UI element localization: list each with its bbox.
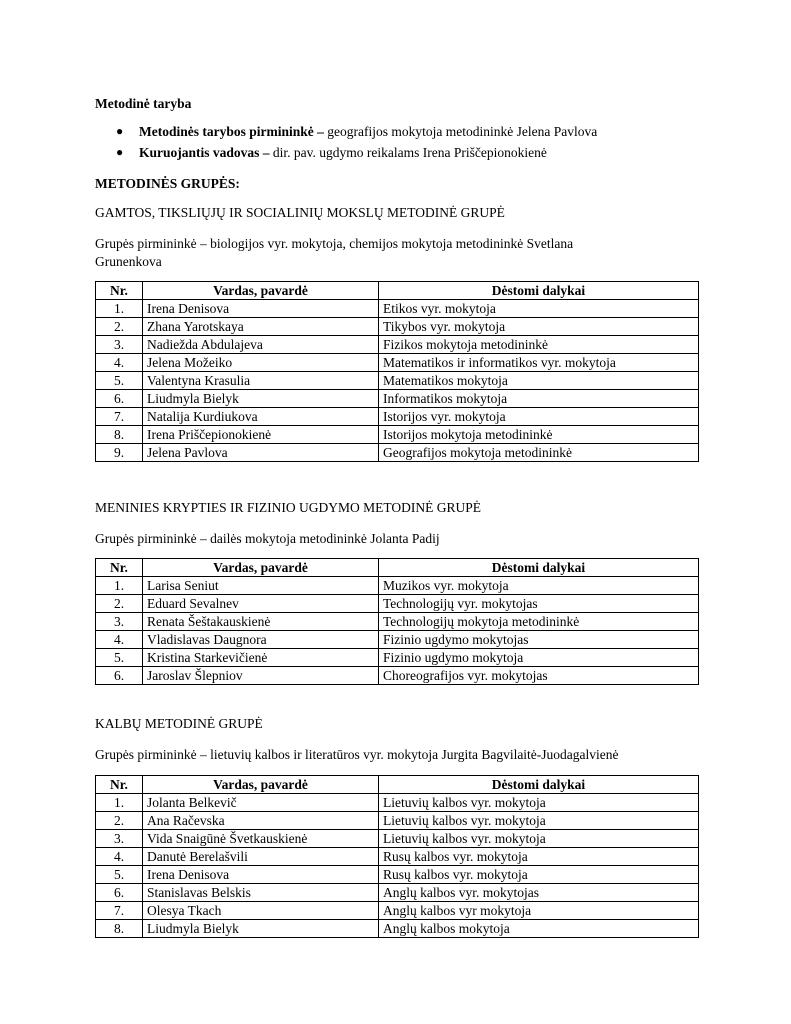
role-label: Kuruojantis vadovas –: [139, 145, 270, 160]
cell-subject: Informatikos mokytoja: [379, 390, 699, 408]
cell-subject: Technologijų vyr. mokytojas: [379, 595, 699, 613]
group-table: [95, 775, 699, 938]
groups-heading: METODINĖS GRUPĖS:: [95, 176, 240, 191]
cell-nr: 6.: [96, 667, 143, 685]
cell-subject: Lietuvių kalbos vyr. mokytoja: [379, 812, 699, 830]
cell-name: Vida Snaigūnė Švetkauskienė: [143, 830, 379, 848]
cell-nr: 5.: [96, 372, 143, 390]
cell-name: Nadiežda Abdulajeva: [143, 336, 379, 354]
group-title: GAMTOS, TIKSLIŲJŲ IR SOCIALINIŲ MOKSLŲ METODINĖ GRUPĖ: [95, 205, 505, 220]
table-row: [96, 408, 699, 426]
cell-name: Jaroslav Šlepniov: [143, 667, 379, 685]
column-header-name: Vardas, pavardė: [143, 282, 379, 300]
cell-name: Irena Denisova: [143, 300, 379, 318]
cell-name: Irena Denisova: [143, 866, 379, 884]
column-header-nr: Nr.: [96, 282, 143, 300]
cell-subject: Rusų kalbos vyr. mokytoja: [379, 848, 699, 866]
cell-nr: 8.: [96, 920, 143, 938]
role-item: [112, 121, 752, 142]
cell-nr: 2.: [96, 812, 143, 830]
cell-name: Renata Šeštakauskienė: [143, 613, 379, 631]
table-row: [96, 812, 699, 830]
table-header-row: [96, 776, 699, 794]
cell-nr: 4.: [96, 631, 143, 649]
table-row: [96, 577, 699, 595]
table-row: [96, 336, 699, 354]
group-title: KALBŲ METODINĖ GRUPĖ: [95, 716, 263, 731]
cell-name: Stanislavas Belskis: [143, 884, 379, 902]
table-row: [96, 372, 699, 390]
cell-nr: 7.: [96, 408, 143, 426]
table-row: [96, 354, 699, 372]
cell-name: Larisa Seniut: [143, 577, 379, 595]
table-header-row: [96, 282, 699, 300]
cell-name: Jelena Možeiko: [143, 354, 379, 372]
cell-name: Kristina Starkevičienė: [143, 649, 379, 667]
bullet-icon: ●: [116, 124, 124, 138]
cell-subject: Fizinio ugdymo mokytojas: [379, 631, 699, 649]
cell-nr: 4.: [96, 848, 143, 866]
cell-subject: Anglų kalbos mokytoja: [379, 920, 699, 938]
table-row: [96, 920, 699, 938]
table-row: [96, 649, 699, 667]
cell-nr: 1.: [96, 577, 143, 595]
table-row: [96, 631, 699, 649]
cell-subject: Matematikos ir informatikos vyr. mokytoja: [379, 354, 699, 372]
cell-nr: 6.: [96, 390, 143, 408]
role-text: dir. pav. ugdymo reikalams Irena Priščepionokienė: [269, 145, 547, 160]
cell-nr: 3.: [96, 830, 143, 848]
cell-subject: Choreografijos vyr. mokytojas: [379, 667, 699, 685]
column-header-subjects: Dėstomi dalykai: [379, 282, 699, 300]
cell-subject: Etikos vyr. mokytoja: [379, 300, 699, 318]
cell-subject: Tikybos vyr. mokytoja: [379, 318, 699, 336]
cell-subject: Lietuvių kalbos vyr. mokytoja: [379, 830, 699, 848]
cell-subject: Istorijos mokytoja metodininkė: [379, 426, 699, 444]
cell-nr: 9.: [96, 444, 143, 462]
cell-subject: Anglų kalbos vyr. mokytojas: [379, 884, 699, 902]
column-header-name: Vardas, pavardė: [143, 776, 379, 794]
table-row: [96, 318, 699, 336]
group-chair: Grupės pirmininkė – lietuvių kalbos ir literatūros vyr. mokytoja Jurgita Bagvilaitė-Juodagalvienė: [95, 747, 619, 762]
cell-name: Jolanta Belkevič: [143, 794, 379, 812]
cell-name: Zhana Yarotskaya: [143, 318, 379, 336]
table-row: [96, 667, 699, 685]
cell-nr: 3.: [96, 613, 143, 631]
cell-nr: 8.: [96, 426, 143, 444]
cell-subject: Anglų kalbos vyr mokytoja: [379, 902, 699, 920]
cell-subject: Lietuvių kalbos vyr. mokytoja: [379, 794, 699, 812]
page-title: Metodinė taryba: [95, 96, 192, 111]
group-table: [95, 558, 699, 685]
cell-subject: Rusų kalbos vyr. mokytoja: [379, 866, 699, 884]
role-item: [112, 142, 752, 163]
cell-nr: 7.: [96, 902, 143, 920]
cell-subject: Technologijų mokytoja metodininkė: [379, 613, 699, 631]
column-header-subjects: Dėstomi dalykai: [379, 776, 699, 794]
table-row: [96, 866, 699, 884]
table-row: [96, 902, 699, 920]
column-header-name: Vardas, pavardė: [143, 559, 379, 577]
role-text: geografijos mokytoja metodininkė Jelena Pavlova: [323, 124, 598, 139]
cell-name: Irena Priščepionokienė: [143, 426, 379, 444]
column-header-nr: Nr.: [96, 776, 143, 794]
cell-name: Danutė Berelašvili: [143, 848, 379, 866]
roles-list: [112, 121, 752, 163]
table-header-row: [96, 559, 699, 577]
cell-nr: 1.: [96, 300, 143, 318]
cell-name: Liudmyla Bielyk: [143, 390, 379, 408]
group-chair: Grupės pirmininkė – dailės mokytoja metodininkė Jolanta Padij: [95, 531, 440, 546]
cell-name: Liudmyla Bielyk: [143, 920, 379, 938]
cell-subject: Geografijos mokytoja metodininkė: [379, 444, 699, 462]
table-row: [96, 426, 699, 444]
group-table: [95, 281, 699, 462]
table-row: [96, 848, 699, 866]
table-row: [96, 300, 699, 318]
cell-nr: 3.: [96, 336, 143, 354]
table-row: [96, 794, 699, 812]
cell-subject: Istorijos vyr. mokytoja: [379, 408, 699, 426]
cell-name: Jelena Pavlova: [143, 444, 379, 462]
table-row: [96, 830, 699, 848]
column-header-nr: Nr.: [96, 559, 143, 577]
table-row: [96, 884, 699, 902]
cell-name: Vladislavas Daugnora: [143, 631, 379, 649]
column-header-subjects: Dėstomi dalykai: [379, 559, 699, 577]
cell-nr: 4.: [96, 354, 143, 372]
cell-name: Eduard Sevalnev: [143, 595, 379, 613]
cell-nr: 6.: [96, 884, 143, 902]
cell-subject: Fizikos mokytoja metodininkė: [379, 336, 699, 354]
cell-subject: Matematikos mokytoja: [379, 372, 699, 390]
cell-name: Valentyna Krasulia: [143, 372, 379, 390]
bullet-icon: ●: [116, 145, 124, 159]
group-chair: Grupės pirmininkė – biologijos vyr. mokytoja, chemijos mokytoja metodininkė Svetlana: [95, 236, 574, 251]
group-chair-continued: Grunenkova: [95, 254, 162, 269]
cell-nr: 2.: [96, 595, 143, 613]
table-row: [96, 595, 699, 613]
table-row: [96, 613, 699, 631]
cell-nr: 5.: [96, 649, 143, 667]
table-row: [96, 390, 699, 408]
table-row: [96, 444, 699, 462]
cell-name: Natalija Kurdiukova: [143, 408, 379, 426]
cell-name: Ana Račevska: [143, 812, 379, 830]
cell-subject: Muzikos vyr. mokytoja: [379, 577, 699, 595]
cell-subject: Fizinio ugdymo mokytoja: [379, 649, 699, 667]
role-label: Metodinės tarybos pirmininkė –: [139, 124, 324, 139]
group-title: MENINIES KRYPTIES IR FIZINIO UGDYMO METODINĖ GRUPĖ: [95, 500, 481, 515]
cell-nr: 2.: [96, 318, 143, 336]
cell-nr: 1.: [96, 794, 143, 812]
cell-name: Olesya Tkach: [143, 902, 379, 920]
cell-nr: 5.: [96, 866, 143, 884]
